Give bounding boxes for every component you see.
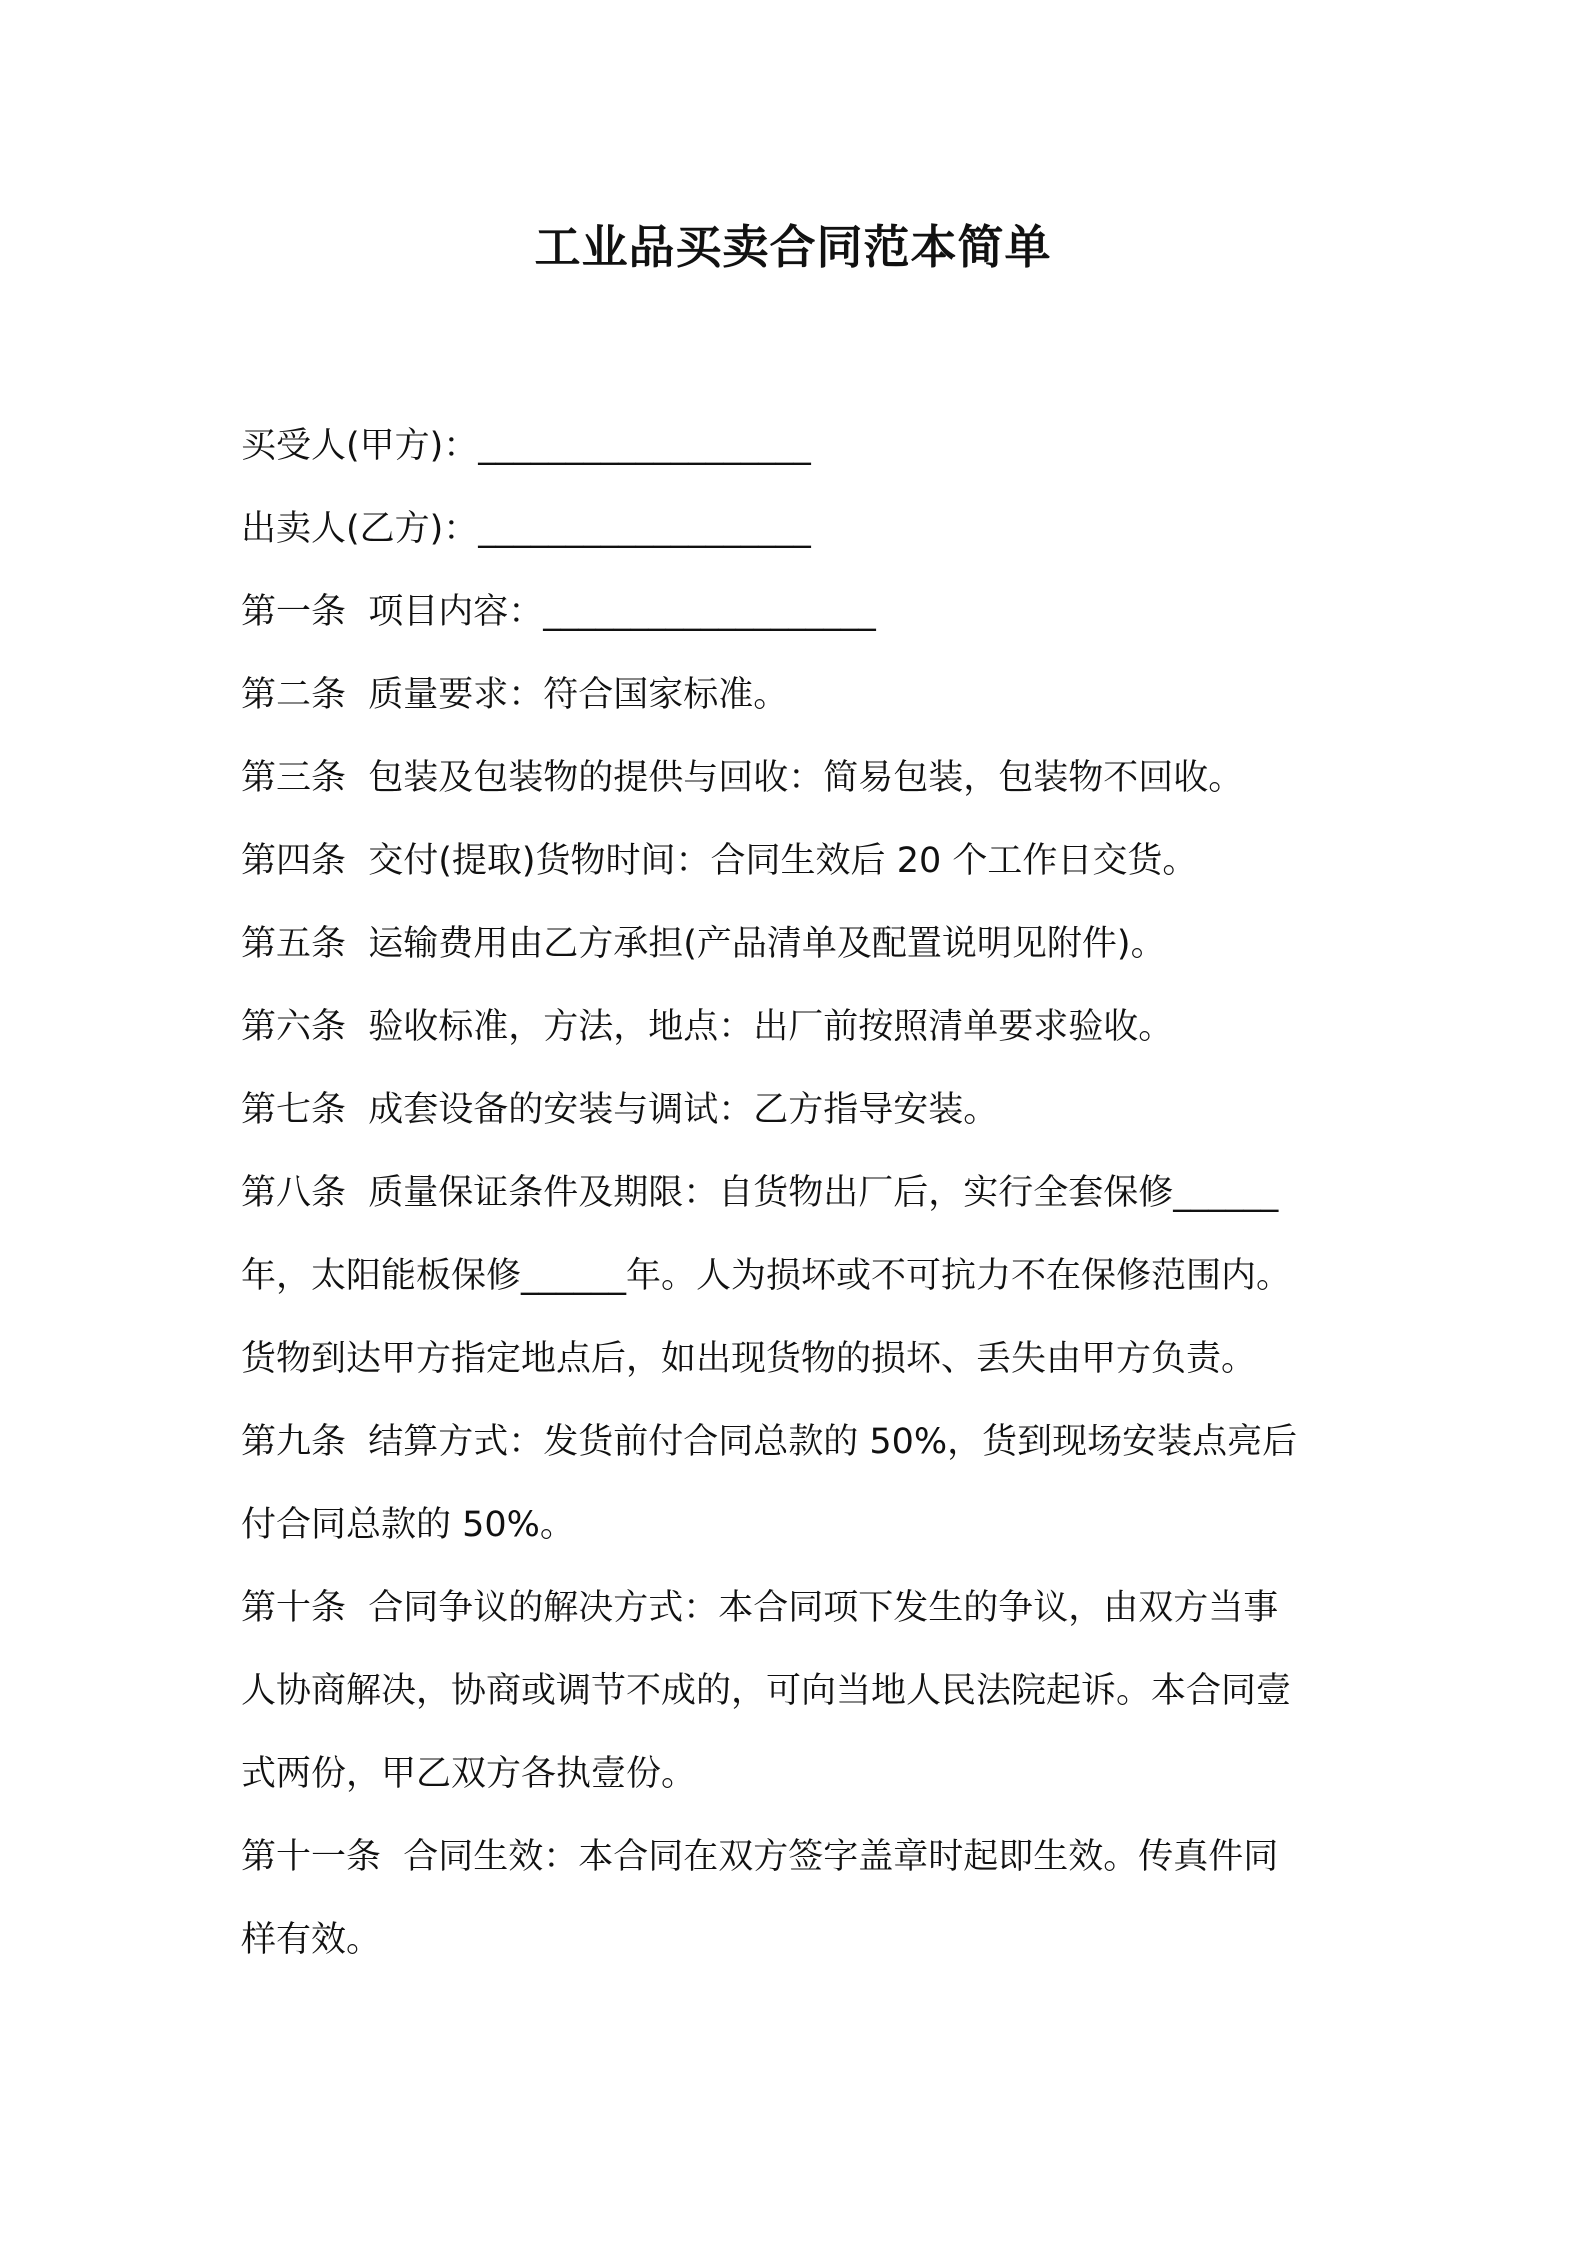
article-8-line-2: 年，太阳能板保修______年。人为损坏或不可抗力不在保修范围内。 xyxy=(241,1256,1292,1296)
article-2-line: 第二条 质量要求：符合国家标准。 xyxy=(241,675,789,715)
article-11-line-2: 样有效。 xyxy=(241,1920,382,1960)
seller-line: 出卖人(乙方)：___________________ xyxy=(241,509,811,549)
article-5-line: 第五条 运输费用由乙方承担(产品清单及配置说明见附件)。 xyxy=(241,924,1166,964)
article-10-line-2: 人协商解决，协商或调节不成的，可向当地人民法院起诉。本合同壹 xyxy=(241,1671,1292,1711)
contract-body xyxy=(241,405,1361,1982)
article-3-line: 第三条 包装及包装物的提供与回收：简易包装，包装物不回收。 xyxy=(241,758,1244,798)
article-8-line-3: 货物到达甲方指定地点后，如出现货物的损坏、丢失由甲方负责。 xyxy=(241,1339,1257,1379)
article-11-line-1: 第十一条 合同生效：本合同在双方签字盖章时起即生效。传真件同 xyxy=(241,1837,1279,1877)
article-9-line-1: 第九条 结算方式：发货前付合同总款的 50%，货到现场安装点亮后 xyxy=(241,1422,1298,1462)
article-8-line-1: 第八条 质量保证条件及期限：自货物出厂后，实行全套保修______ xyxy=(241,1173,1279,1213)
document-title: 工业品买卖合同范本简单 xyxy=(534,220,1052,274)
article-10-line-1: 第十条 合同争议的解决方式：本合同项下发生的争议，由双方当事 xyxy=(241,1588,1279,1628)
buyer-line: 买受人(甲方)：___________________ xyxy=(241,426,811,466)
article-7-line: 第七条 成套设备的安装与调试：乙方指导安装。 xyxy=(241,1090,999,1130)
article-1-line: 第一条 项目内容：___________________ xyxy=(241,592,876,632)
article-6-line: 第六条 验收标准，方法，地点：出厂前按照清单要求验收。 xyxy=(241,1007,1174,1047)
article-9-line-2: 付合同总款的 50%。 xyxy=(241,1505,575,1545)
article-4-line: 第四条 交付(提取)货物时间：合同生效后 20 个工作日交货。 xyxy=(241,841,1198,881)
article-10-line-3: 式两份，甲乙双方各执壹份。 xyxy=(241,1754,697,1794)
